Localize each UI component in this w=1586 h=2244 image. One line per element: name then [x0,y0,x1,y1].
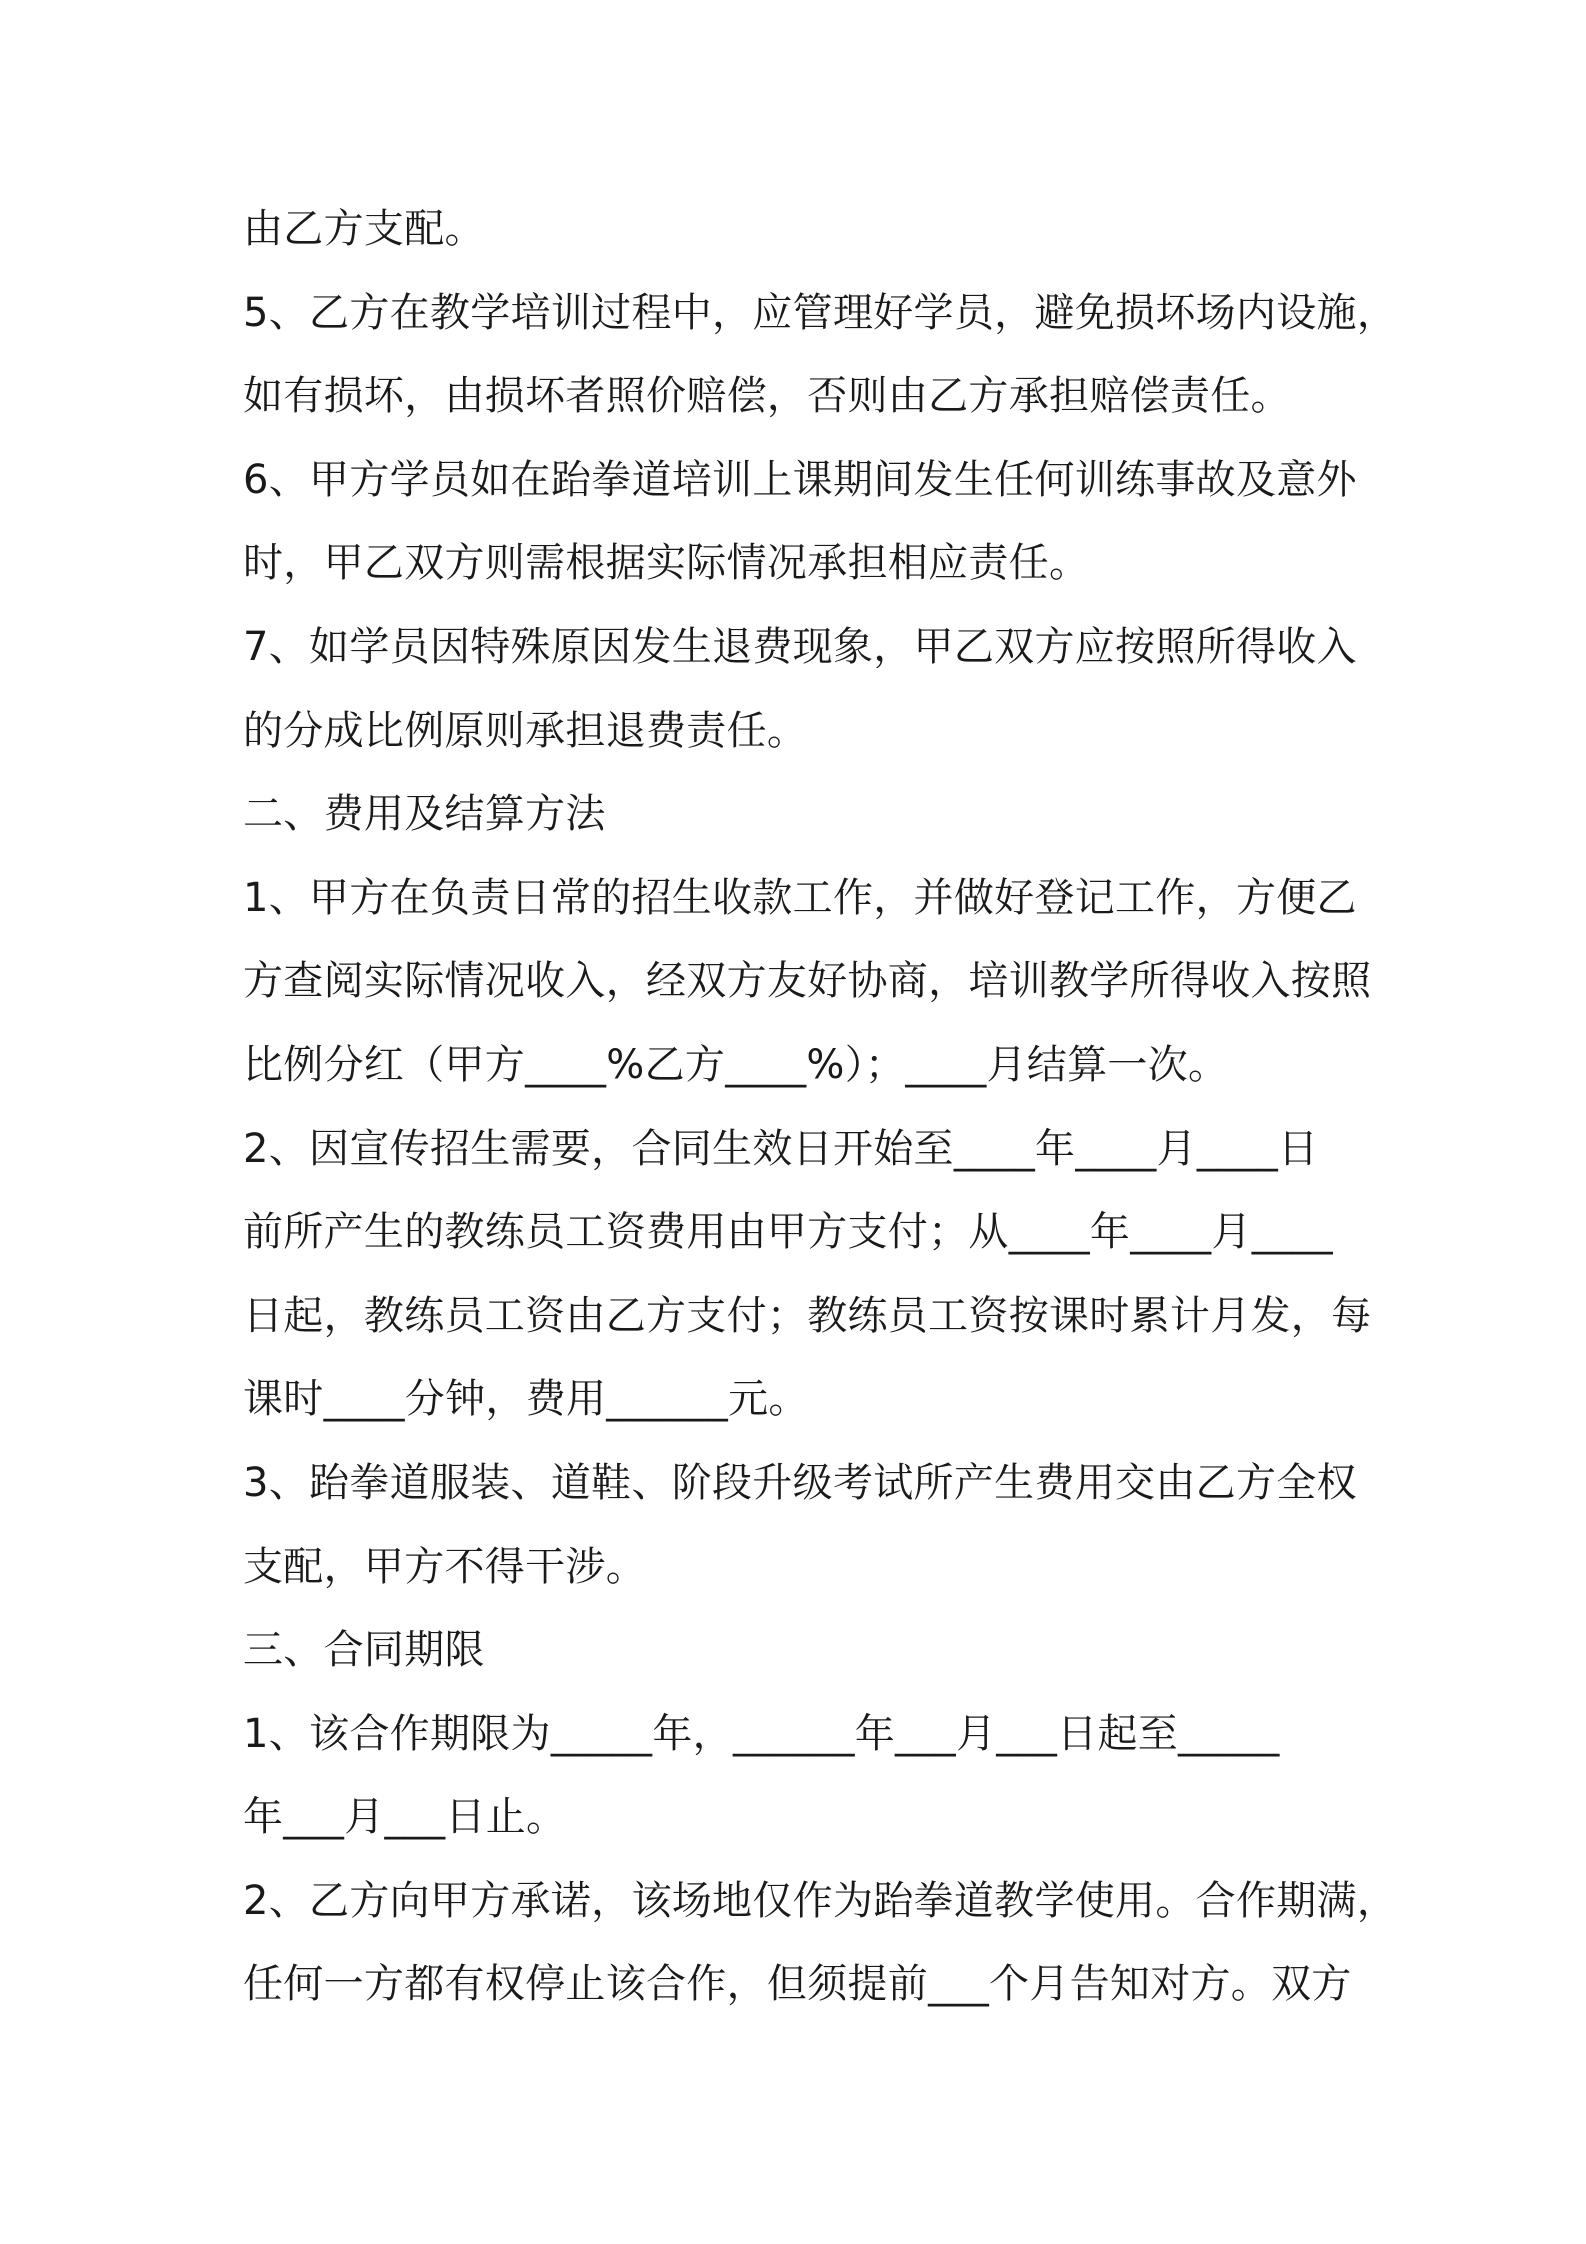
text-line: 由乙方支配。 [243,206,485,252]
text-line: 年___月___日止。 [243,1794,567,1841]
section-heading: 三、合同期限 [243,1627,485,1674]
text-line: 如有损坏，由损坏者照价赔偿，否则由乙方承担赔偿责任。 [243,373,1291,420]
text-line: 前所产生的教练员工资费用由甲方支付；从____年____月____ [243,1209,1333,1256]
section-heading: 二、费用及结算方法 [243,791,606,838]
text-line: 5、乙方在教学培训过程中，应管理好学员，避免损坏场内设施， [243,289,1398,336]
text-line: 日起，教练员工资由乙方支付；教练员工资按课时累计月发，每 [243,1292,1372,1339]
text-line: 7、如学员因特殊原因发生退费现象，甲乙双方应按照所得收入 [243,623,1357,670]
text-line: 6、甲方学员如在跆拳道培训上课期间发生任何训练事故及意外 [243,456,1357,503]
document-body [243,188,1398,2027]
text-line: 2、因宣传招生需要，合同生效日开始至____年____月____日 [243,1125,1319,1172]
text-line: 任何一方都有权停止该合作，但须提前___个月告知对方。双方 [243,1961,1352,2008]
text-line: 方查阅实际情况收入，经双方友好协商，培训教学所得收入按照 [243,958,1372,1005]
text-line: 1、该合作期限为_____年，______年___月___日起至_____ [243,1710,1280,1757]
text-line: 2、乙方向甲方承诺，该场地仅作为跆拳道教学使用。合作期满， [243,1877,1398,1924]
text-line: 支配，甲方不得干涉。 [243,1543,646,1590]
text-line: 比例分红（甲方____%乙方____%）；____月结算一次。 [243,1041,1229,1088]
text-line: 的分成比例原则承担退费责任。 [243,707,808,754]
text-line: 课时____分钟，费用______元。 [243,1376,809,1423]
text-line: 1、甲方在负责日常的招生收款工作，并做好登记工作，方便乙 [243,874,1357,921]
text-line: 时，甲乙双方则需根据实际情况承担相应责任。 [243,540,1090,587]
text-line: 3、跆拳道服装、道鞋、阶段升级考试所产生费用交由乙方全权 [243,1459,1357,1506]
